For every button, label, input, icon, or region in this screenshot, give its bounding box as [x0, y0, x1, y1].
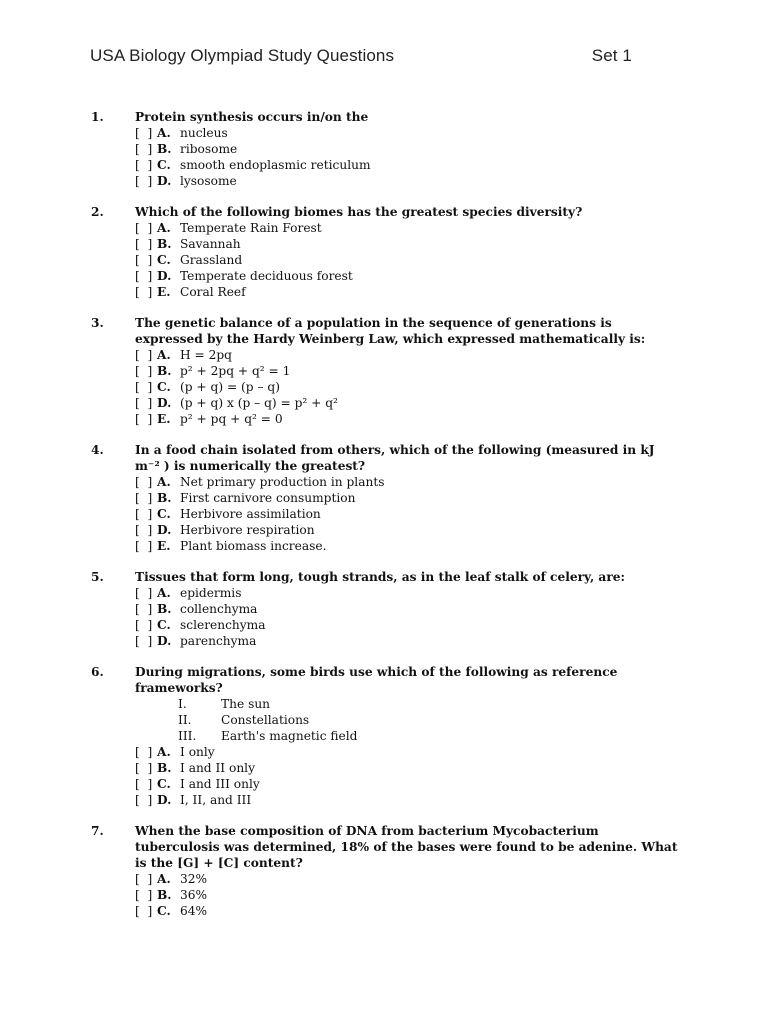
- question-2: [91, 204, 691, 300]
- option-text: (p + q) x (p – q) = p² + q²: [180, 396, 338, 410]
- option-letter: B.: [157, 888, 172, 902]
- option-text: Net primary production in plants: [180, 475, 385, 489]
- option-letter: A.: [157, 348, 171, 362]
- roman-item: [135, 712, 691, 728]
- question-4: [91, 442, 691, 554]
- question-7: [91, 823, 691, 919]
- question-number: 4.: [91, 443, 104, 457]
- question-body: [135, 109, 691, 189]
- question-number: 3.: [91, 316, 104, 330]
- roman-numeral: III.: [178, 729, 197, 743]
- answer-checkbox[interactable]: [ ]: [135, 364, 153, 378]
- option-letter: C.: [157, 158, 171, 172]
- option-letter: C.: [157, 507, 171, 521]
- option-text: 32%: [180, 872, 208, 886]
- question-number: 5.: [91, 570, 104, 584]
- option-letter: D.: [157, 396, 172, 410]
- option-text: epidermis: [180, 586, 242, 600]
- answer-option: [135, 490, 691, 506]
- question-number: 7.: [91, 824, 104, 838]
- answer-checkbox[interactable]: [ ]: [135, 285, 153, 299]
- answer-checkbox[interactable]: [ ]: [135, 158, 153, 172]
- question-text: When the base composition of DNA from bacterium Mycobacterium tuberculosis was determined, 18% of the bases were found to be adenine. What is the [G] + [C] content?: [135, 824, 678, 870]
- answer-option: [135, 141, 691, 157]
- question-1: [91, 109, 691, 189]
- question-text: The genetic balance of a population in the sequence of generations is expressed by the Hardy Weinberg Law, which expressed mathematically is:: [135, 316, 646, 346]
- option-text: smooth endoplasmic reticulum: [180, 158, 371, 172]
- answer-checkbox[interactable]: [ ]: [135, 269, 153, 283]
- answer-option: [135, 633, 691, 649]
- answer-option: [135, 173, 691, 189]
- option-text: sclerenchyma: [180, 618, 266, 632]
- roman-item: [135, 696, 691, 712]
- answer-option: [135, 236, 691, 252]
- option-letter: C.: [157, 253, 171, 267]
- question-body: [135, 315, 691, 427]
- option-text: lysosome: [180, 174, 237, 188]
- question-number: 1.: [91, 110, 104, 124]
- option-letter: C.: [157, 618, 171, 632]
- answer-checkbox[interactable]: [ ]: [135, 396, 153, 410]
- option-letter: C.: [157, 380, 171, 394]
- option-text: Coral Reef: [180, 285, 246, 299]
- option-text: 64%: [180, 904, 208, 918]
- answer-checkbox[interactable]: [ ]: [135, 888, 153, 902]
- answer-checkbox[interactable]: [ ]: [135, 602, 153, 616]
- answer-option: [135, 395, 691, 411]
- option-text: Grassland: [180, 253, 243, 267]
- option-text: p² + pq + q² = 0: [180, 412, 283, 426]
- option-letter: B.: [157, 237, 172, 251]
- option-text: 36%: [180, 888, 208, 902]
- answer-checkbox[interactable]: [ ]: [135, 221, 153, 235]
- option-text: nucleus: [180, 126, 228, 140]
- answer-checkbox[interactable]: [ ]: [135, 348, 153, 362]
- option-letter: A.: [157, 475, 171, 489]
- question-text: In a food chain isolated from others, which of the following (measured in kJ m⁻² ) is numerically the greatest?: [135, 443, 655, 473]
- option-letter: D.: [157, 634, 172, 648]
- option-letter: A.: [157, 745, 171, 759]
- question-text: Tissues that form long, tough strands, as in the leaf stalk of celery, are:: [135, 570, 626, 584]
- page-header: [90, 46, 632, 66]
- roman-text: The sun: [221, 697, 271, 711]
- option-text: First carnivore consumption: [180, 491, 356, 505]
- option-text: Plant biomass increase.: [180, 539, 327, 553]
- answer-checkbox[interactable]: [ ]: [135, 523, 153, 537]
- answer-option: [135, 903, 691, 919]
- answer-checkbox[interactable]: [ ]: [135, 412, 153, 426]
- roman-text: Constellations: [221, 713, 310, 727]
- answer-option: [135, 538, 691, 554]
- answer-option: [135, 411, 691, 427]
- option-text: ribosome: [180, 142, 238, 156]
- question-number: 6.: [91, 665, 104, 679]
- answer-checkbox[interactable]: [ ]: [135, 539, 153, 553]
- answer-checkbox[interactable]: [ ]: [135, 745, 153, 759]
- roman-text: Earth's magnetic field: [221, 729, 358, 743]
- answer-option: [135, 252, 691, 268]
- answer-checkbox[interactable]: [ ]: [135, 872, 153, 886]
- answer-option: [135, 363, 691, 379]
- option-letter: D.: [157, 174, 172, 188]
- option-text: I, II, and III: [180, 793, 252, 807]
- option-text: collenchyma: [180, 602, 258, 616]
- answer-option: [135, 776, 691, 792]
- question-text: Protein synthesis occurs in/on the: [135, 110, 369, 124]
- option-text: Temperate Rain Forest: [180, 221, 322, 235]
- answer-checkbox[interactable]: [ ]: [135, 904, 153, 918]
- option-letter: B.: [157, 142, 172, 156]
- option-letter: C.: [157, 904, 171, 918]
- answer-option: [135, 617, 691, 633]
- roman-item: [135, 728, 691, 744]
- answer-option: [135, 379, 691, 395]
- answer-option: [135, 744, 691, 760]
- question-5: [91, 569, 691, 649]
- option-letter: A.: [157, 126, 171, 140]
- answer-option: [135, 474, 691, 490]
- question-text: Which of the following biomes has the greatest species diversity?: [135, 205, 583, 219]
- question-number: 2.: [91, 205, 104, 219]
- question-6: [91, 664, 691, 808]
- option-letter: B.: [157, 364, 172, 378]
- option-letter: D.: [157, 523, 172, 537]
- roman-numeral: II.: [178, 713, 192, 727]
- answer-checkbox[interactable]: [ ]: [135, 174, 153, 188]
- answer-option: [135, 887, 691, 903]
- option-text: (p + q) = (p – q): [180, 380, 280, 394]
- question-body: [135, 823, 691, 919]
- answer-checkbox[interactable]: [ ]: [135, 380, 153, 394]
- option-text: Savannah: [180, 237, 241, 251]
- answer-checkbox[interactable]: [ ]: [135, 777, 153, 791]
- answer-checkbox[interactable]: [ ]: [135, 237, 153, 251]
- option-text: I and III only: [180, 777, 260, 791]
- answer-option: [135, 284, 691, 300]
- answer-option: [135, 157, 691, 173]
- answer-option: [135, 760, 691, 776]
- option-text: I and II only: [180, 761, 255, 775]
- answer-checkbox[interactable]: [ ]: [135, 491, 153, 505]
- option-text: parenchyma: [180, 634, 257, 648]
- document-title: USA Biology Olympiad Study Questions: [90, 46, 395, 65]
- question-body: [135, 664, 691, 808]
- option-text: I only: [180, 745, 215, 759]
- answer-checkbox[interactable]: [ ]: [135, 618, 153, 632]
- option-letter: A.: [157, 221, 171, 235]
- answer-option: [135, 125, 691, 141]
- question-body: [135, 204, 691, 300]
- answer-option: [135, 347, 691, 363]
- option-letter: D.: [157, 793, 172, 807]
- option-letter: E.: [157, 285, 171, 299]
- question-3: [91, 315, 691, 427]
- set-label: Set 1: [591, 46, 632, 65]
- option-letter: B.: [157, 491, 172, 505]
- option-letter: C.: [157, 777, 171, 791]
- option-letter: B.: [157, 602, 172, 616]
- answer-option: [135, 601, 691, 617]
- question-body: [135, 442, 691, 554]
- option-text: Herbivore respiration: [180, 523, 315, 537]
- option-letter: A.: [157, 586, 171, 600]
- answer-option: [135, 506, 691, 522]
- question-body: [135, 569, 691, 649]
- answer-option: [135, 792, 691, 808]
- option-letter: D.: [157, 269, 172, 283]
- answer-option: [135, 871, 691, 887]
- answer-checkbox[interactable]: [ ]: [135, 793, 153, 807]
- option-text: Herbivore assimilation: [180, 507, 321, 521]
- answer-option: [135, 268, 691, 284]
- answer-option: [135, 220, 691, 236]
- answer-checkbox[interactable]: [ ]: [135, 142, 153, 156]
- option-letter: B.: [157, 761, 172, 775]
- roman-numeral: I.: [178, 697, 187, 711]
- option-letter: E.: [157, 539, 171, 553]
- answer-option: [135, 585, 691, 601]
- answer-checkbox[interactable]: [ ]: [135, 253, 153, 267]
- answer-checkbox[interactable]: [ ]: [135, 126, 153, 140]
- answer-checkbox[interactable]: [ ]: [135, 507, 153, 521]
- option-letter: A.: [157, 872, 171, 886]
- answer-option: [135, 522, 691, 538]
- option-letter: E.: [157, 412, 171, 426]
- option-text: H = 2pq: [180, 348, 232, 362]
- question-text: During migrations, some birds use which of the following as reference frameworks?: [135, 665, 618, 695]
- option-text: p² + 2pq + q² = 1: [180, 364, 291, 378]
- answer-checkbox[interactable]: [ ]: [135, 761, 153, 775]
- answer-checkbox[interactable]: [ ]: [135, 586, 153, 600]
- question-list: [91, 109, 691, 934]
- answer-checkbox[interactable]: [ ]: [135, 634, 153, 648]
- answer-checkbox[interactable]: [ ]: [135, 475, 153, 489]
- option-text: Temperate deciduous forest: [180, 269, 353, 283]
